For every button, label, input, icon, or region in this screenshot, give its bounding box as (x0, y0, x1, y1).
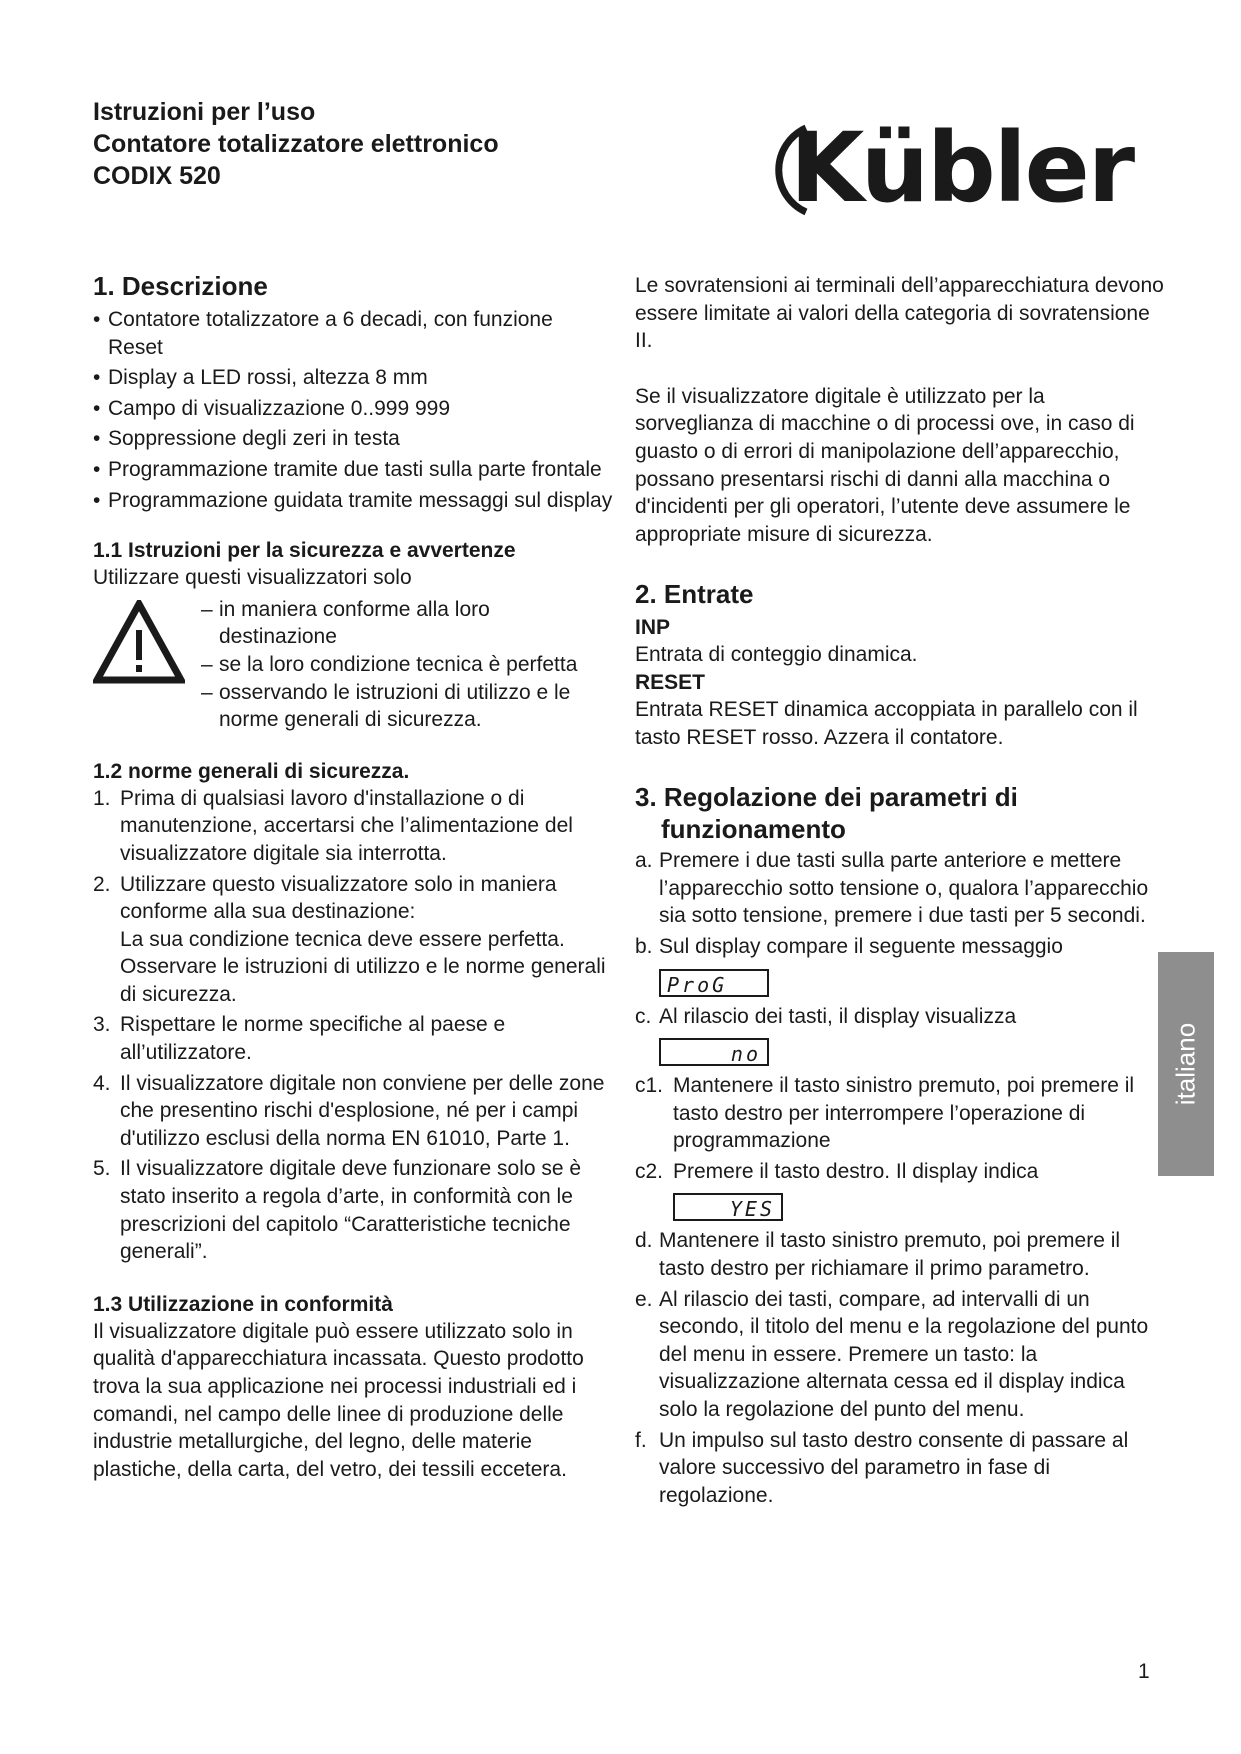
list-item: – in maniera conforme alla loro destinazione (201, 596, 601, 651)
section-1-1-intro: Utilizzare questi visualizzatori solo (93, 566, 412, 590)
language-tab (1158, 952, 1214, 1176)
logo-text: Kübler (790, 112, 1134, 224)
section-1-3-text: Il visualizzatore digitale può essere utilizzato solo in qualità d'apparecchiatura incassata. Questo prodotto trova la sua applicazione nei processi industriali ed i comandi, nel campo delle linee di produzione delle industrie metallurgiche, del legno, delle materie plastiche, della carta, del vetro, dei tessili eccetera. (93, 1319, 584, 1481)
right-column (635, 272, 1165, 1512)
header-line-1: Istruzioni per l’uso (93, 98, 316, 126)
warning-block (93, 596, 613, 734)
section-2-title: 2. Entrate (635, 579, 754, 610)
display-prog: ProG (659, 969, 769, 997)
list-item: f. Un impulso sul tasto destro consente di passare al valore successivo del parametro in fase di regolazione. (635, 1428, 1129, 1507)
list-item: c2. Premere il tasto destro. Il display indica (635, 1159, 1039, 1183)
list-item: • Soppressione degli zeri in testa (93, 425, 613, 453)
list-item: b. Sul display compare il seguente messaggio (635, 934, 1063, 958)
usage-conditions-list (201, 596, 601, 734)
list-item: – osservando le istruzioni di utilizzo e le norme generali di sicurezza. (201, 679, 601, 734)
header-line-3: CODIX 520 (93, 162, 221, 190)
section-1-3-title: 1.3 Utilizzazione in conformità (93, 1292, 393, 1316)
list-item: 1. Prima di qualsiasi lavoro d'installazione o di manutenzione, accertarsi che l’alimentazione del visualizzatore digitale sia interrotta. (93, 786, 573, 865)
list-item: c. Al rilascio dei tasti, il display visualizza (635, 1004, 1017, 1028)
inp-text: Entrata di conteggio dinamica. (635, 643, 918, 667)
list-item: e. Al rilascio dei tasti, compare, ad intervalli di un secondo, il titolo del menu e la regolazione del punto del menu in essere. Premere un tasto: la visualizzazione alternata cessa ed il display indica solo la regolazione del punto del menu. (635, 1287, 1149, 1422)
section-3-title-line-2: funzionamento (661, 814, 846, 845)
page-number: 1 (1138, 1660, 1150, 1683)
inp-label: INP (635, 616, 671, 640)
header-line-2: Contatore totalizzatore elettronico (93, 130, 499, 158)
list-item: 3. Rispettare le norme specifiche al paese e all’utilizzatore. (93, 1013, 506, 1065)
list-item: • Programmazione guidata tramite messaggi sul display (93, 487, 613, 515)
safety-measures-paragraph: Se il visualizzatore digitale è utilizzato per la sorveglianza di macchine o di processi ove, in caso di guasto o di errori di manipolazione dell’apparecchio, possano presentarsi rischi di danni alla macchina o d'incidenti per gli operatori, l’utente deve assumere le appropriate misure di sicurezza. (635, 384, 1135, 546)
list-item: a. Premere i due tasti sulla parte anteriore e mettere l’apparecchio sotto tensione o, qualora l’apparecchio sia sotto tensione, premere i due tasti per 5 secondi. (635, 849, 1149, 928)
list-item: • Programmazione tramite due tasti sulla parte frontale (93, 456, 613, 484)
list-item: • Display a LED rossi, altezza 8 mm (93, 364, 613, 392)
list-item: • Contatore totalizzatore a 6 decadi, con funzione Reset (93, 306, 613, 361)
display-yes: YES (673, 1193, 783, 1221)
reset-text: Entrata RESET dinamica accoppiata in parallelo con il tasto RESET rosso. Azzera il contatore. (635, 697, 1138, 749)
list-item: 4. Il visualizzatore digitale non conviene per delle zone che presentino rischi d'esplosione, né per i campi d'utilizzo esclusi della norma EN 61010, Parte 1. (93, 1071, 605, 1150)
section-1-1-title: 1.1 Istruzioni per la sicurezza e avvertenze (93, 539, 516, 563)
left-column (93, 270, 613, 1483)
parameter-steps-list-3 (635, 1072, 1165, 1185)
reset-label: RESET (635, 670, 706, 694)
overvoltage-paragraph: Le sovratensioni ai terminali dell’apparecchiatura devono essere limitate ai valori della categoria di sovratensione II. (635, 274, 1164, 353)
safety-rules-list (93, 785, 613, 1266)
parameter-steps-list-2 (635, 1003, 1165, 1031)
kubler-logo (758, 112, 1158, 226)
display-no: no (659, 1038, 769, 1066)
list-item: d. Mantenere il tasto sinistro premuto, poi premere il tasto destro per richiamare il primo parametro. (635, 1229, 1121, 1281)
section-1-title: 1. Descrizione (93, 271, 268, 301)
parameter-steps-list (635, 847, 1165, 960)
list-item: • Campo di visualizzazione 0..999 999 (93, 395, 613, 423)
parameter-steps-list-4 (635, 1227, 1165, 1509)
list-item: 5. Il visualizzatore digitale deve funzionare solo se è stato inserito a regola d’arte, in conformità con le prescrizioni del capitolo “Caratteristiche tecniche generali”. (93, 1157, 582, 1264)
list-item: c1. Mantenere il tasto sinistro premuto, poi premere il tasto destro per interrompere l’operazione di programmazione (635, 1074, 1135, 1153)
list-item: – se la loro condizione tecnica è perfetta (201, 651, 601, 679)
description-list (93, 306, 613, 514)
section-3-title (635, 781, 1165, 845)
document-header (93, 96, 499, 192)
warning-triangle-icon (93, 596, 201, 734)
language-tab-label: italiano (1170, 1022, 1201, 1106)
section-1-2-title: 1.2 norme generali di sicurezza. (93, 759, 410, 783)
section-3-title-line-1: 3. Regolazione dei parametri di (635, 782, 1018, 813)
list-item: 2. Utilizzare questo visualizzatore solo in maniera conforme alla sua destinazione: La sua condizione tecnica deve essere perfetta. Osservare le istruzioni di utilizzo e le norme generali di sicurezza. (93, 872, 606, 1006)
